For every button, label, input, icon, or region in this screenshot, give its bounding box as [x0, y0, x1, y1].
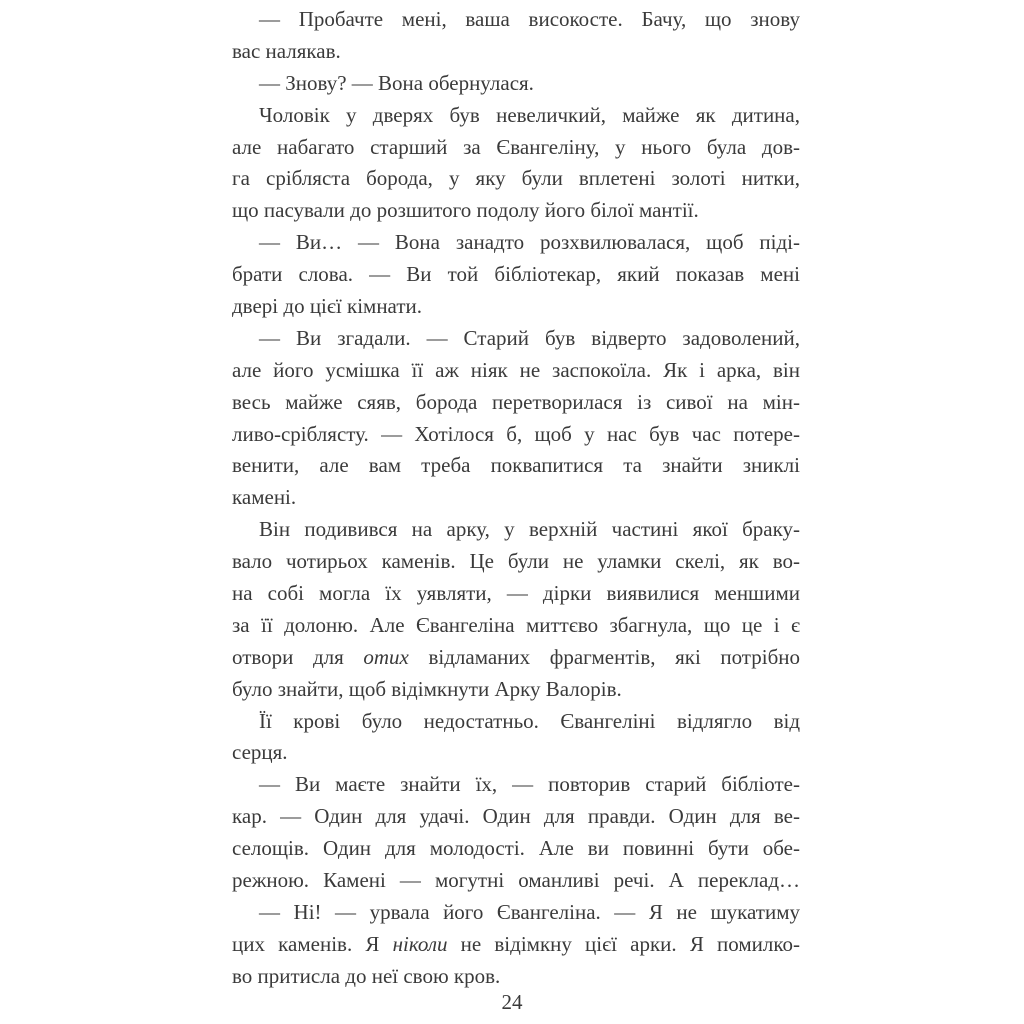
text-line: але його усмішка її аж ніяк не заспокоїла. Як і арка, він — [232, 357, 800, 382]
italic-emphasis: отих — [363, 644, 409, 669]
text-line: — Ні! — урвала його Євангеліна. — Я не шукатиму — [259, 899, 800, 924]
text-line: кар. — Один для удачі. Один для правди. Один для ве- — [232, 804, 800, 829]
text-line: ливо-сріблясту. — Хотілося б, щоб у нас був час потере- — [232, 421, 800, 446]
text-line: — Ви згадали. — Старий був відверто задоволений, — [259, 325, 800, 350]
text-segment: відламаних фрагментів, які потрібно — [408, 644, 800, 669]
italic-emphasis: ніколи — [392, 931, 448, 956]
text-line: Чоловік у дверях був невеличкий, майже як дитина, — [259, 102, 800, 127]
text-line: вас налякав. — [232, 38, 341, 63]
text-line: було знайти, щоб відімкнути Арку Валорів. — [232, 676, 622, 701]
text-line — [232, 642, 800, 674]
text-line: — Пробачте мені, ваша високосте. Бачу, що знову — [259, 7, 800, 31]
text-line: весь майже сяяв, борода перетворилася із сивої на мін- — [232, 389, 800, 414]
text-line: — Знову? — Вона обернулася. — [259, 70, 534, 95]
text-line: серця. — [232, 740, 288, 765]
book-page-text — [232, 4, 800, 993]
text-line: брати слова. — Ви той бібліотекар, який показав мені — [232, 262, 800, 287]
text-line: — Ви… — Вона занадто розхвилювалася, щоб піді- — [259, 230, 800, 255]
text-line: — Ви маєте знайти їх, — повторив старий бібліоте- — [259, 772, 800, 797]
text-line: камені. — [232, 485, 297, 510]
text-line — [232, 929, 800, 961]
text-line: Її крові було недостатньо. Євангеліні відлягло від — [259, 708, 800, 733]
text-line: за її долоню. Але Євангеліна миттєво збагнула, що це і є — [232, 612, 800, 637]
text-line: вало чотирьох каменів. Це були не уламки скелі, як во- — [232, 549, 800, 574]
text-line: Він подивився на арку, у верхній частині якої браку- — [259, 517, 800, 542]
text-line: що пасували до розшитого подолу його білої мантії. — [232, 198, 699, 223]
text-line: на собі могла їх уявляти, — дірки виявилися меншими — [232, 581, 800, 606]
text-line: во притисла до неї свою кров. — [232, 963, 501, 988]
text-segment: отвори для — [232, 644, 364, 669]
page-number: 24 — [501, 990, 523, 1014]
text-line: венити, але вам треба поквапитися та знайти зниклі — [232, 453, 800, 478]
text-segment: не відімкну цієї арки. Я помилко- — [447, 931, 800, 956]
text-line: режною. Камені — могутні оманливі речі. А переклад… — [232, 868, 800, 893]
text-line: га срібляста борода, у яку були вплетені золоті нитки, — [232, 166, 800, 191]
text-segment: цих каменів. Я — [232, 931, 393, 956]
text-line: але набагато старший за Євангеліну, у нього була дов- — [232, 134, 800, 159]
text-line: двері до цієї кімнати. — [232, 294, 422, 319]
text-line: селощів. Один для молодості. Але ви повинні бути обе- — [232, 836, 800, 861]
